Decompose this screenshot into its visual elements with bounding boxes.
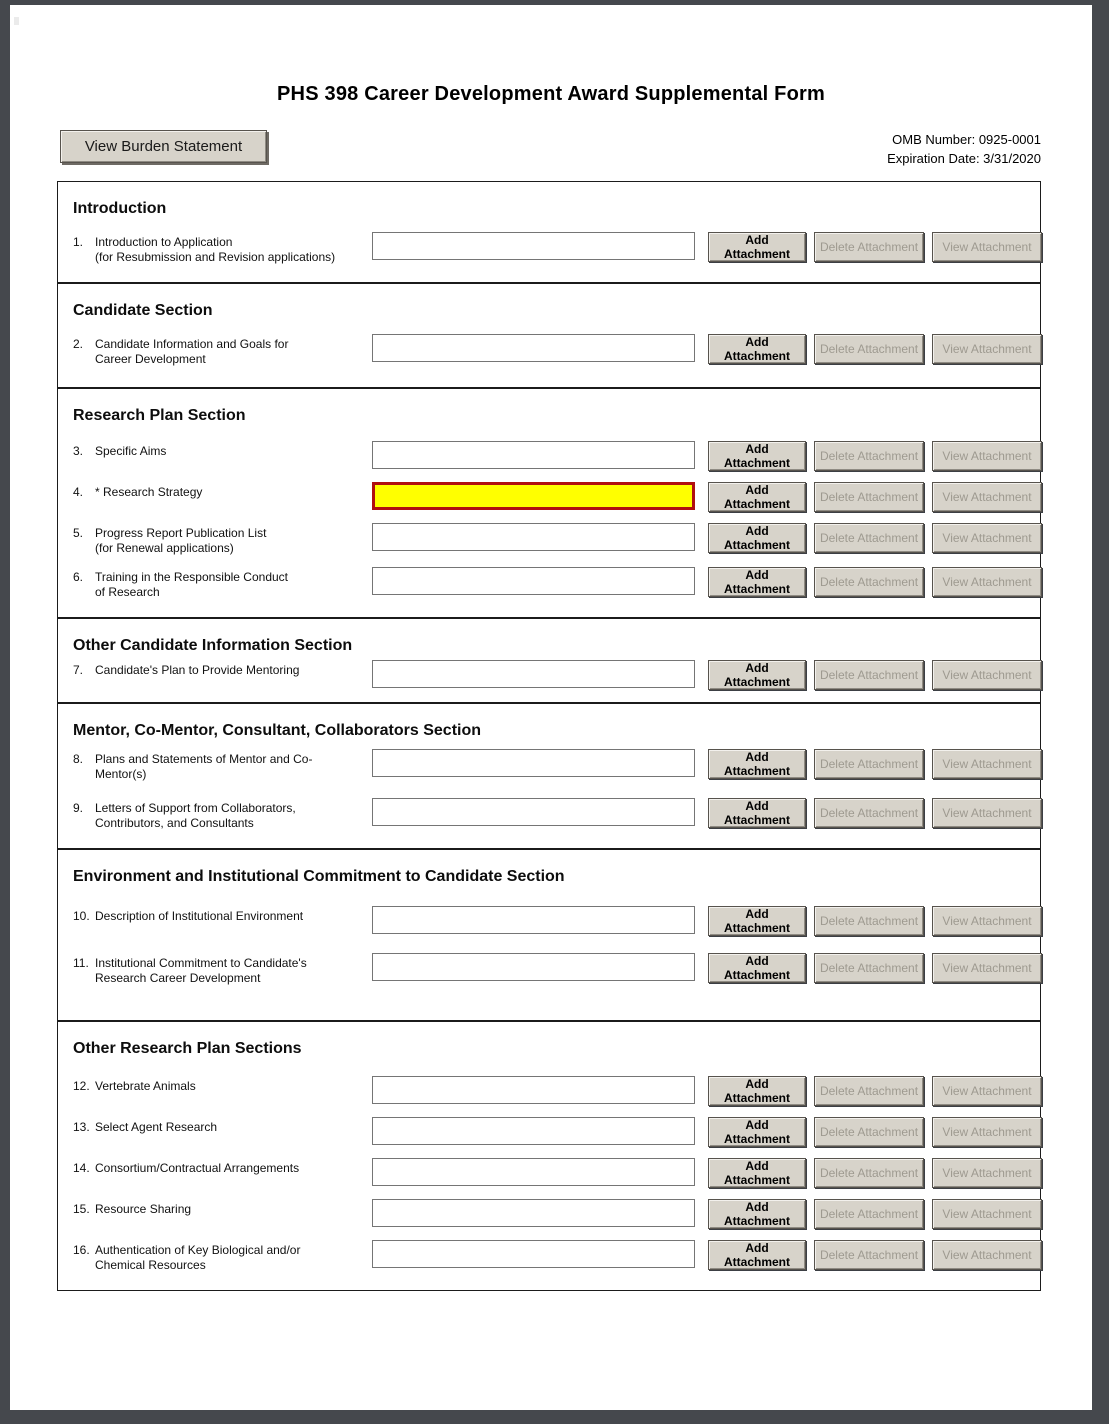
- attachment-buttons: [708, 232, 1042, 262]
- row-label-line2: Contributors, and Consultants: [95, 816, 254, 830]
- row-label-line1: Institutional Commitment to Candidate's: [95, 956, 307, 970]
- resource-sharing-input[interactable]: [372, 1199, 695, 1227]
- row-number: 14.: [73, 1161, 90, 1175]
- vertebrate-animals-input[interactable]: [372, 1076, 695, 1104]
- row-label: [58, 1158, 372, 1176]
- attachment-buttons: [708, 441, 1042, 471]
- attachment-buttons: [708, 334, 1042, 364]
- attachment-row-introduction-to-application: [58, 232, 1040, 265]
- responsible-conduct-input[interactable]: [372, 567, 695, 595]
- add-attachment-button[interactable]: Add Attachment: [708, 1158, 806, 1188]
- row-number: 11.: [73, 956, 89, 970]
- row-label-line1: Introduction to Application: [95, 235, 233, 249]
- attachment-row-consortium-contractual: [58, 1158, 1040, 1188]
- attachment-row-resource-sharing: [58, 1199, 1040, 1229]
- form-page: [10, 5, 1092, 1410]
- candidate-information-input[interactable]: [372, 334, 695, 362]
- mentor-statements-input[interactable]: [372, 749, 695, 777]
- attachment-buttons: [708, 1076, 1042, 1106]
- row-number: 2.: [73, 337, 84, 351]
- row-label: [58, 232, 372, 265]
- institutional-environment-input[interactable]: [372, 906, 695, 934]
- row-label-line2: Mentor(s): [95, 767, 147, 781]
- add-attachment-button[interactable]: Add Attachment: [708, 523, 806, 553]
- add-attachment-button[interactable]: Add Attachment: [708, 953, 806, 983]
- delete-attachment-button: Delete Attachment: [814, 523, 924, 553]
- row-label-line1: Training in the Responsible Conduct: [95, 570, 289, 584]
- row-number: 3.: [73, 444, 84, 458]
- consortium-contractual-input[interactable]: [372, 1158, 695, 1186]
- add-attachment-button[interactable]: Add Attachment: [708, 334, 806, 364]
- attachment-buttons: [708, 660, 1042, 690]
- row-number: 1.: [73, 235, 84, 249]
- delete-attachment-button: Delete Attachment: [814, 441, 924, 471]
- section-heading: Other Research Plan Sections: [73, 1040, 302, 1057]
- view-attachment-button: View Attachment: [932, 232, 1042, 262]
- row-label-line1: Candidate's Plan to Provide Mentoring: [95, 663, 300, 677]
- row-number: 13.: [73, 1120, 90, 1134]
- add-attachment-button[interactable]: Add Attachment: [708, 660, 806, 690]
- row-label-line2: Research Career Development: [95, 971, 261, 985]
- add-attachment-button[interactable]: Add Attachment: [708, 749, 806, 779]
- attachment-row-mentoring-plan: [58, 660, 1040, 690]
- attachment-row-institutional-commitment: [58, 953, 1040, 986]
- add-attachment-button[interactable]: Add Attachment: [708, 1076, 806, 1106]
- attachment-row-vertebrate-animals: [58, 1076, 1040, 1106]
- attachment-buttons: [708, 1158, 1042, 1188]
- row-label-line1: Description of Institutional Environment: [95, 909, 304, 923]
- view-attachment-button: View Attachment: [932, 1240, 1042, 1270]
- row-label: [58, 749, 372, 782]
- row-label-line1: Specific Aims: [95, 444, 167, 458]
- attachment-buttons: [708, 906, 1042, 936]
- select-agent-research-input[interactable]: [372, 1117, 695, 1145]
- add-attachment-button[interactable]: Add Attachment: [708, 482, 806, 512]
- row-label-line1: Letters of Support from Collaborators,: [95, 801, 296, 815]
- row-label: [58, 953, 372, 986]
- row-label-line1: Select Agent Research: [95, 1120, 218, 1134]
- row-label: [58, 567, 372, 600]
- attachment-buttons: [708, 953, 1042, 983]
- section-heading: Environment and Institutional Commitment to Candidate Section: [73, 868, 565, 885]
- attachment-buttons: [708, 749, 1042, 779]
- delete-attachment-button: Delete Attachment: [814, 660, 924, 690]
- attachment-row-specific-aims: [58, 441, 1040, 471]
- expiration-date: Expiration Date: 3/31/2020: [887, 151, 1041, 166]
- add-attachment-button[interactable]: Add Attachment: [708, 1117, 806, 1147]
- row-number: 10.: [73, 909, 90, 923]
- delete-attachment-button: Delete Attachment: [814, 798, 924, 828]
- attachment-row-select-agent-research: [58, 1117, 1040, 1147]
- row-number: 5.: [73, 526, 84, 540]
- delete-attachment-button: Delete Attachment: [814, 1199, 924, 1229]
- row-label: [58, 906, 372, 924]
- row-label: [58, 660, 372, 678]
- row-label-line1: Progress Report Publication List: [95, 526, 267, 540]
- delete-attachment-button: Delete Attachment: [814, 953, 924, 983]
- attachment-row-letters-of-support: [58, 798, 1040, 831]
- view-attachment-button: View Attachment: [932, 1117, 1042, 1147]
- row-label: [58, 523, 372, 556]
- section-heading: Research Plan Section: [73, 407, 246, 424]
- row-label: [58, 798, 372, 831]
- section-environment-commitment: [58, 848, 1040, 1020]
- section-heading: Other Candidate Information Section: [73, 637, 353, 654]
- section-introduction: [58, 182, 1040, 282]
- omb-number: OMB Number: 0925-0001: [892, 132, 1041, 147]
- view-attachment-button: View Attachment: [932, 523, 1042, 553]
- progress-report-input[interactable]: [372, 523, 695, 551]
- view-attachment-button: View Attachment: [932, 660, 1042, 690]
- row-number: 4.: [73, 485, 84, 499]
- attachment-buttons: [708, 798, 1042, 828]
- view-attachment-button: View Attachment: [932, 798, 1042, 828]
- delete-attachment-button: Delete Attachment: [814, 906, 924, 936]
- attachment-row-responsible-conduct: [58, 567, 1040, 600]
- view-attachment-button: View Attachment: [932, 953, 1042, 983]
- delete-attachment-button: Delete Attachment: [814, 1240, 924, 1270]
- row-label-line1: Vertebrate Animals: [95, 1079, 196, 1093]
- row-number: 8.: [73, 752, 84, 766]
- row-label-line1: Plans and Statements of Mentor and Co-: [95, 752, 313, 766]
- section-other-research-plan: [58, 1020, 1040, 1290]
- attachment-row-candidate-information: [58, 334, 1040, 367]
- row-number: 16.: [73, 1243, 90, 1257]
- attachment-buttons: [708, 1240, 1042, 1270]
- row-number: 12.: [73, 1079, 90, 1093]
- section-research-plan: [58, 387, 1040, 617]
- row-label-line2: Career Development: [95, 352, 206, 366]
- delete-attachment-button: Delete Attachment: [814, 1117, 924, 1147]
- attachment-row-progress-report: [58, 523, 1040, 556]
- row-label-line1: Candidate Information and Goals for: [95, 337, 289, 351]
- top-bar: [10, 130, 1092, 168]
- view-attachment-button: View Attachment: [932, 906, 1042, 936]
- section-heading: Mentor, Co-Mentor, Consultant, Collaborators Section: [73, 722, 482, 739]
- row-label: [58, 334, 372, 367]
- row-label-line1: * Research Strategy: [95, 485, 203, 499]
- attachment-buttons: [708, 1117, 1042, 1147]
- row-label-line1: Authentication of Key Biological and/or: [95, 1243, 301, 1257]
- row-number: 6.: [73, 570, 84, 584]
- delete-attachment-button: Delete Attachment: [814, 1158, 924, 1188]
- section-candidate: [58, 282, 1040, 387]
- view-attachment-button: View Attachment: [932, 1076, 1042, 1106]
- row-number: 9.: [73, 801, 84, 815]
- research-strategy-input[interactable]: [372, 482, 695, 510]
- view-attachment-button: View Attachment: [932, 334, 1042, 364]
- attachment-buttons: [708, 1199, 1042, 1229]
- row-label: [58, 1117, 372, 1135]
- add-attachment-button[interactable]: Add Attachment: [708, 798, 806, 828]
- add-attachment-button[interactable]: Add Attachment: [708, 906, 806, 936]
- row-label: [58, 1240, 372, 1273]
- delete-attachment-button: Delete Attachment: [814, 334, 924, 364]
- view-attachment-button: View Attachment: [932, 567, 1042, 597]
- delete-attachment-button: Delete Attachment: [814, 1076, 924, 1106]
- section-heading: Introduction: [73, 200, 167, 217]
- view-attachment-button: View Attachment: [932, 482, 1042, 512]
- add-attachment-button[interactable]: Add Attachment: [708, 441, 806, 471]
- row-label-line2: (for Resubmission and Revision applications): [95, 250, 336, 264]
- attachment-buttons: [708, 523, 1042, 553]
- view-burden-statement-button[interactable]: View Burden Statement: [60, 130, 267, 163]
- row-label: [58, 1076, 372, 1094]
- attachment-row-mentor-statements: [58, 749, 1040, 782]
- institutional-commitment-input[interactable]: [372, 953, 695, 981]
- key-resources-authentication-input[interactable]: [372, 1240, 695, 1268]
- row-label-line1: Resource Sharing: [95, 1202, 192, 1216]
- omb-block: [887, 130, 1041, 168]
- mentoring-plan-input[interactable]: [372, 660, 695, 688]
- view-attachment-button: View Attachment: [932, 441, 1042, 471]
- add-attachment-button[interactable]: Add Attachment: [708, 1240, 806, 1270]
- delete-attachment-button: Delete Attachment: [814, 749, 924, 779]
- attachment-buttons: [708, 567, 1042, 597]
- row-label-line1: Consortium/Contractual Arrangements: [95, 1161, 300, 1175]
- delete-attachment-button: Delete Attachment: [814, 567, 924, 597]
- view-attachment-button: View Attachment: [932, 1199, 1042, 1229]
- row-label: [58, 482, 372, 500]
- specific-aims-input[interactable]: [372, 441, 695, 469]
- add-attachment-button[interactable]: Add Attachment: [708, 567, 806, 597]
- section-heading: Candidate Section: [73, 302, 213, 319]
- stray-mark: [14, 17, 19, 25]
- form-table: [57, 181, 1041, 1291]
- add-attachment-button[interactable]: Add Attachment: [708, 232, 806, 262]
- row-number: 15.: [73, 1202, 90, 1216]
- view-attachment-button: View Attachment: [932, 1158, 1042, 1188]
- section-mentor-collaborators: [58, 702, 1040, 848]
- view-attachment-button: View Attachment: [932, 749, 1042, 779]
- introduction-to-application-input[interactable]: [372, 232, 695, 260]
- add-attachment-button[interactable]: Add Attachment: [708, 1199, 806, 1229]
- row-label-line2: (for Renewal applications): [95, 541, 234, 555]
- row-label-line2: of Research: [95, 585, 160, 599]
- delete-attachment-button: Delete Attachment: [814, 482, 924, 512]
- section-other-candidate-info: [58, 617, 1040, 702]
- row-label: [58, 1199, 372, 1217]
- row-number: 7.: [73, 663, 84, 677]
- row-label-line2: Chemical Resources: [95, 1258, 206, 1272]
- delete-attachment-button: Delete Attachment: [814, 232, 924, 262]
- attachment-row-institutional-environment: [58, 906, 1040, 936]
- attachment-row-key-resources-authentication: [58, 1240, 1040, 1273]
- letters-of-support-input[interactable]: [372, 798, 695, 826]
- page-title: PHS 398 Career Development Award Supplemental Form: [277, 83, 825, 105]
- attachment-buttons: [708, 482, 1042, 512]
- row-label: [58, 441, 372, 459]
- attachment-row-research-strategy: [58, 482, 1040, 512]
